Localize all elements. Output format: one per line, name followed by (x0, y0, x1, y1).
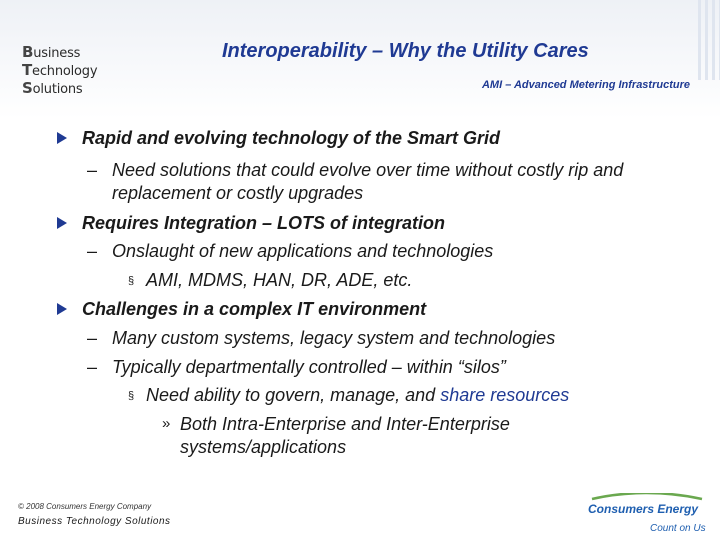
business-technology-solutions-logo (22, 44, 97, 98)
triangle-bullet-icon (57, 217, 67, 229)
sub-sub-bullet-item: § Need ability to govern, manage, and share resources (128, 385, 570, 405)
triangle-bullet-icon (57, 132, 67, 144)
sub-bullet-continuation: replacement or costly upgrades (112, 183, 364, 203)
dash-bullet-icon: – (87, 160, 98, 180)
footer-brand-text: Business Technology Solutions (18, 516, 171, 527)
dash-bullet-icon: – (87, 357, 98, 377)
logo-swoosh-icon (592, 493, 702, 499)
logo-tagline: Count on Us (650, 523, 706, 534)
chevron-bullet-icon: » (162, 415, 171, 432)
level4-bullet-item: » Both Intra-Enterprise and Inter-Enterprise (162, 414, 510, 434)
consumers-energy-logo (586, 493, 708, 537)
share-resources-text: share resources (440, 385, 570, 405)
section-bullet-icon: § (128, 275, 135, 287)
bullet-item: Requires Integration – LOTS of integration (82, 212, 445, 234)
logo-line-solutions: Solutions (22, 79, 83, 97)
dash-bullet-icon: – (87, 241, 98, 261)
sub-bullet-item: – Need solutions that could evolve over time without costly rip and (87, 160, 624, 180)
slide-subtitle: AMI – Advanced Metering Infrastructure (481, 79, 690, 91)
sub-bullet-item: – Onslaught of new applications and technologies (87, 241, 494, 261)
sub-bullet-item: – Many custom systems, legacy system and technologies (87, 328, 556, 348)
dash-bullet-icon: – (87, 328, 98, 348)
header-decoration (698, 0, 720, 80)
copyright-text: © 2008 Consumers Energy Company (18, 502, 152, 511)
bullet-item: Rapid and evolving technology of the Smart Grid (82, 127, 500, 149)
bullet-item: Challenges in a complex IT environment (82, 298, 426, 320)
sub-sub-bullet-item: § AMI, MDMS, HAN, DR, ADE, etc. (128, 270, 413, 290)
logo-name: Consumers Energy (588, 502, 699, 516)
level4-bullet-continuation: systems/applications (180, 437, 347, 457)
logo-line-technology: Technology (22, 61, 98, 79)
section-bullet-icon: § (128, 390, 135, 402)
logo-line-business: Business (22, 43, 81, 61)
slide-title: Interoperability – Why the Utility Cares (222, 40, 589, 62)
sub-bullet-item: – Typically departmentally controlled – within “silos” (87, 357, 506, 377)
triangle-bullet-icon (57, 303, 67, 315)
